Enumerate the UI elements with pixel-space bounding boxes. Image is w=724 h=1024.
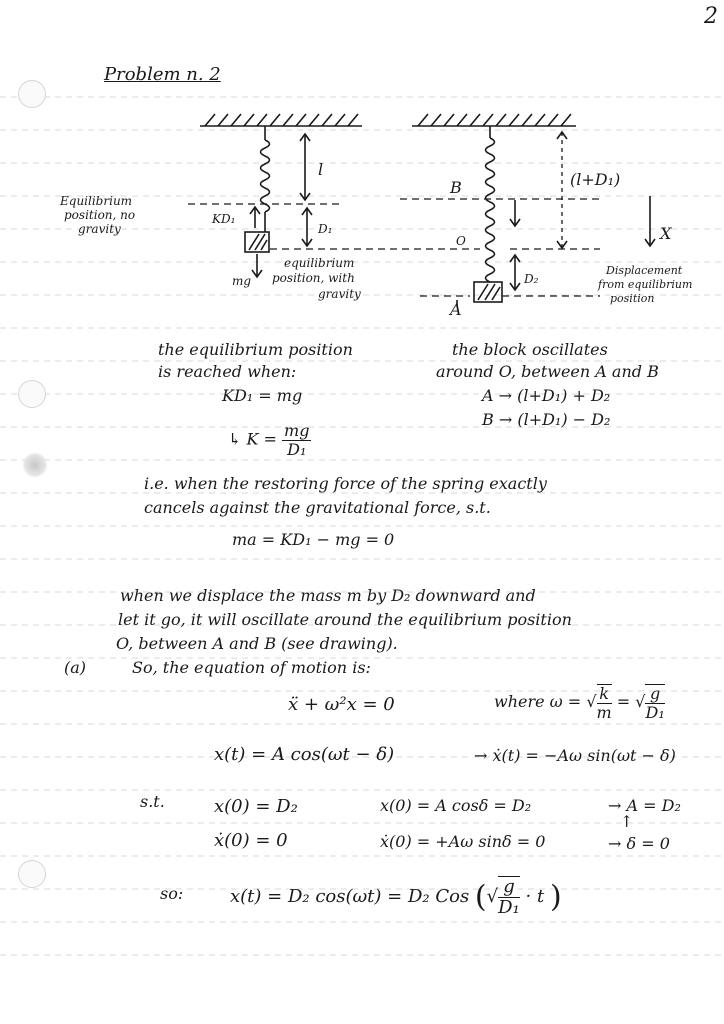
- label-eq-no-gravity-3: gravity: [78, 222, 121, 236]
- label-X: X: [660, 224, 672, 243]
- label-displacement-2: from equilibrium: [598, 278, 693, 291]
- open-paren-icon: (: [474, 879, 487, 915]
- omega-den-2: D₁: [645, 702, 665, 722]
- omega-num-2: g: [645, 685, 664, 704]
- x-of-t: x(t) = A cos(ωt − δ): [214, 744, 395, 765]
- right-col-A: A → (l+D₁) + D₂: [482, 386, 611, 405]
- k-numerator: mg: [284, 421, 310, 440]
- label-O: O: [456, 234, 466, 248]
- paper-speck: [22, 452, 48, 478]
- label-eq-gravity-1: equilibrium: [284, 256, 355, 270]
- equation-of-motion: ẍ + ω²x = 0: [288, 694, 395, 715]
- left-col-line2: is reached when:: [158, 362, 297, 381]
- ie-line2: cancels against the gravitational force, s.t.: [144, 498, 491, 517]
- label-mg: mg: [232, 274, 252, 288]
- initial-xdot0: ẋ(0) = 0: [214, 830, 288, 851]
- right-col-line1: the block oscillates: [452, 340, 608, 359]
- st-label: s.t.: [140, 792, 165, 811]
- omega-num-1: k: [597, 685, 612, 704]
- part-marker: (a): [64, 658, 87, 677]
- label-B: B: [450, 178, 462, 197]
- page-number: 2: [704, 4, 718, 29]
- omega-definition: [494, 684, 665, 721]
- force-balance-eq: ma = KD₁ − mg = 0: [232, 530, 395, 549]
- final-fraction: [498, 876, 520, 918]
- ie-line1: i.e. when the restoring force of the spring exactly: [144, 474, 547, 493]
- para-line2: let it go, it will oscillate around the equilibrium position: [118, 610, 572, 629]
- label-l: l: [318, 160, 324, 179]
- so-label: so:: [160, 884, 184, 903]
- xdot-of-t: → ẋ(t) = −Aω sin(ωt − δ): [474, 746, 676, 765]
- initial-x0: x(0) = D₂: [214, 796, 298, 817]
- left-col-kd1-eq: KD₁ = mg: [222, 386, 303, 405]
- up-arrow-icon: ↑: [620, 812, 634, 831]
- label-kd1: KD₁: [212, 212, 236, 226]
- problem-title: Problem n. 2: [104, 64, 221, 85]
- omega-fraction-1: [597, 684, 612, 721]
- label-d1: D₁: [318, 222, 333, 236]
- label-displacement-3: position: [610, 292, 655, 305]
- final-solution-text: x(t) = D₂ cos(ωt) = D₂ Cos: [230, 885, 470, 907]
- right-col-line2: around O, between A and B: [436, 362, 659, 381]
- close-paren-icon: ): [549, 879, 562, 915]
- omega-where: where ω =: [494, 692, 582, 712]
- left-col-line1: the equilibrium position: [158, 340, 353, 359]
- sqrt-icon: √: [635, 692, 646, 712]
- label-eq-no-gravity-1: Equilibrium: [60, 194, 133, 208]
- omega-fraction-2: [645, 684, 664, 721]
- label-eq-no-gravity-2: position, no: [64, 208, 136, 222]
- binder-hole: [18, 380, 46, 408]
- final-solution: [230, 876, 562, 918]
- label-A: A: [450, 300, 462, 319]
- k-eq-prefix: ↳ K =: [228, 429, 277, 449]
- final-num: g: [498, 877, 520, 898]
- left-col-k-eq: [228, 422, 311, 458]
- cond-xdot0: ẋ(0) = +Aω sinδ = 0: [380, 832, 546, 851]
- final-tail: · t: [525, 885, 545, 907]
- label-eq-gravity-2: position, with: [272, 271, 355, 285]
- omega-equals: =: [616, 692, 631, 712]
- result-delta: → δ = 0: [608, 834, 670, 853]
- para-line3: O, between A and B (see drawing).: [116, 634, 398, 653]
- label-eq-gravity-3: gravity: [318, 287, 361, 301]
- binder-hole: [18, 860, 46, 888]
- label-l-plus-d1: (l+D₁): [570, 170, 621, 189]
- result-A: → A = D₂: [608, 796, 681, 815]
- k-fraction: [282, 422, 311, 458]
- k-denominator: D₁: [287, 439, 307, 459]
- omega-den-1: m: [596, 702, 612, 722]
- cond-x0: x(0) = A cosδ = D₂: [380, 796, 532, 815]
- final-den: D₁: [498, 896, 520, 918]
- right-col-B: B → (l+D₁) − D₂: [482, 410, 611, 429]
- label-displacement-1: Displacement: [606, 264, 683, 277]
- sqrt-icon: √: [586, 692, 597, 712]
- sqrt-icon: √: [486, 885, 499, 907]
- label-d2: D₂: [524, 272, 539, 286]
- para-line1: when we displace the mass m by D₂ downward and: [120, 586, 536, 605]
- para-line4: So, the equation of motion is:: [132, 658, 371, 677]
